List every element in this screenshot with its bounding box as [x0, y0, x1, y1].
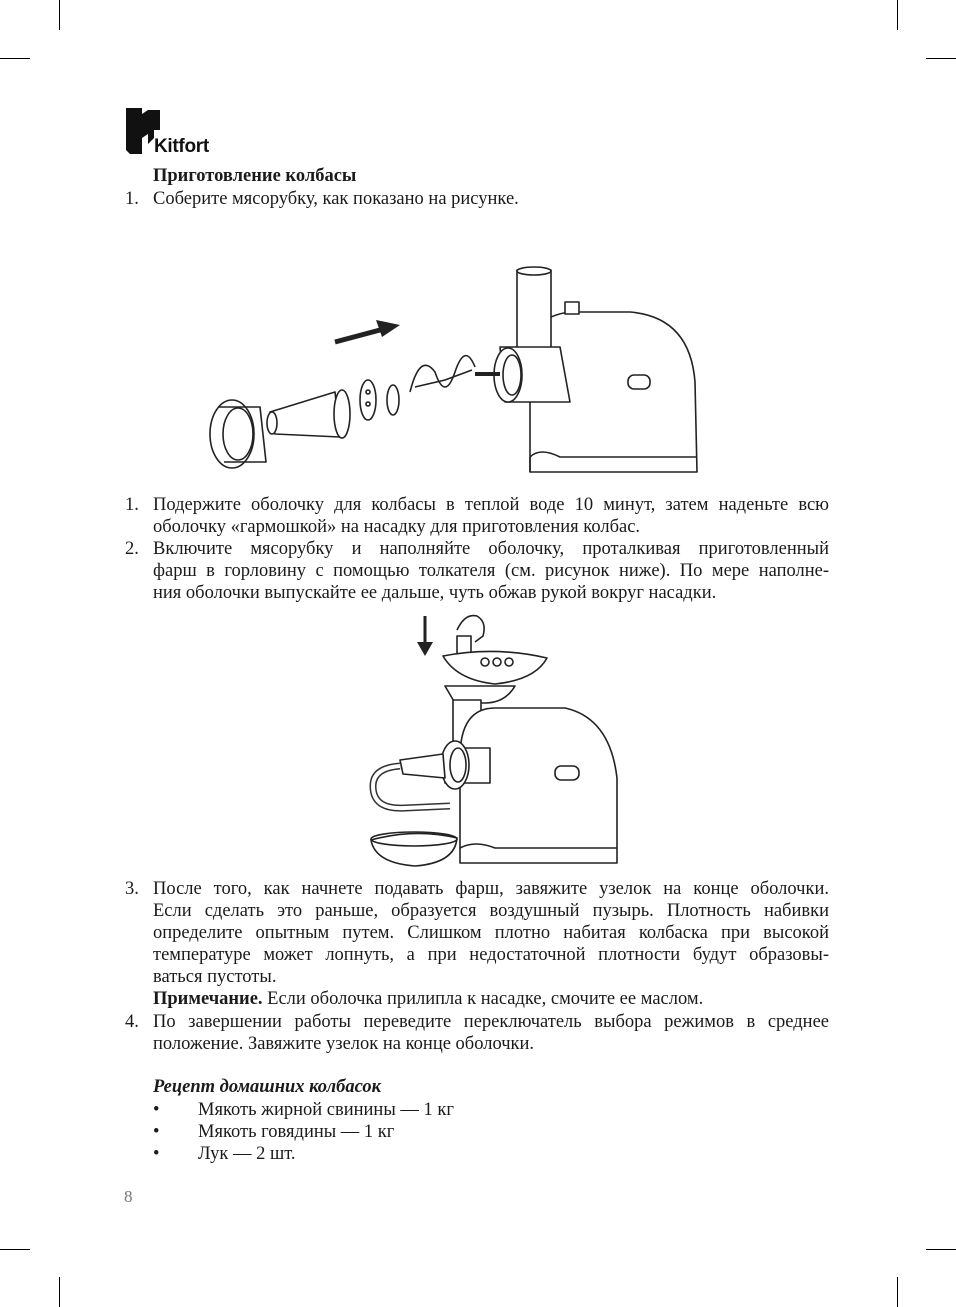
filling-casing-figure — [365, 608, 630, 873]
step-line: По завершении работы переведите переключатель выбора режимов в среднее — [153, 1012, 829, 1032]
step-line: После того, как начнете подавать фарш, завяжите узелок на конце оболочки. — [153, 879, 829, 899]
crop-mark — [59, 0, 60, 30]
crop-mark — [897, 1277, 898, 1307]
crop-mark — [897, 0, 898, 30]
note — [153, 988, 703, 1010]
bullet: • — [153, 1144, 160, 1164]
grinder-assembly-figure — [200, 262, 710, 482]
step-number: 3. — [125, 879, 139, 899]
crop-mark — [59, 1277, 60, 1307]
step-line: положение. Завяжите узелок на конце оболочки. — [153, 1034, 535, 1054]
step-line: фарш в горловину с помощью толкателя (см. рисунок ниже). По мере наполне- — [153, 561, 829, 581]
recipe-item: Мякоть жирной свинины — 1 кг — [198, 1100, 454, 1120]
recipe-item: Лук — 2 шт. — [198, 1144, 296, 1164]
step-line: ваться пустоты. — [153, 967, 277, 987]
brand-name: Kitfort — [154, 136, 209, 157]
bullet: • — [153, 1100, 160, 1120]
note-label: Примечание. — [153, 989, 263, 1009]
step-line: Если сделать это раньше, образуется воздушный пузырь. Плотность набивки — [153, 901, 829, 921]
step-line: Подержите оболочку для колбасы в теплой воде 10 минут, затем наденьте всю — [153, 495, 829, 515]
page-number: 8 — [124, 1187, 133, 1206]
step-line: ния оболочки выпускайте ее дальше, чуть обжав рукой вокруг насадки. — [153, 583, 717, 603]
step-line: определите опытным путем. Слишком плотно набитая колбаска при высокой — [153, 923, 829, 943]
step-line: температуре может лопнуть, а при недостаточной плотности будут образовы- — [153, 945, 829, 965]
step-number: 2. — [125, 539, 139, 559]
note-text: Если оболочка прилипла к насадке, смочите ее маслом. — [262, 989, 704, 1009]
step-number: 4. — [125, 1012, 139, 1032]
step-number: 1. — [125, 495, 139, 515]
step-line: Включите мясорубку и наполняйте оболочку, проталкивая приготовленный — [153, 539, 829, 559]
crop-mark — [926, 58, 956, 59]
step-text: Соберите мясорубку, как показано на рисунке. — [153, 189, 519, 209]
crop-mark — [926, 1249, 956, 1250]
recipe-item: Мякоть говядины — 1 кг — [198, 1122, 395, 1142]
recipe-title: Рецепт домашних колбасок — [153, 1077, 381, 1097]
section-title: Приготовление колбасы — [153, 166, 357, 186]
step-number: 1. — [125, 189, 139, 209]
crop-mark — [0, 58, 30, 59]
bullet: • — [153, 1122, 160, 1142]
crop-mark — [0, 1249, 30, 1250]
step-line: оболочку «гармошкой» на насадку для приготовления колбас. — [153, 517, 641, 537]
